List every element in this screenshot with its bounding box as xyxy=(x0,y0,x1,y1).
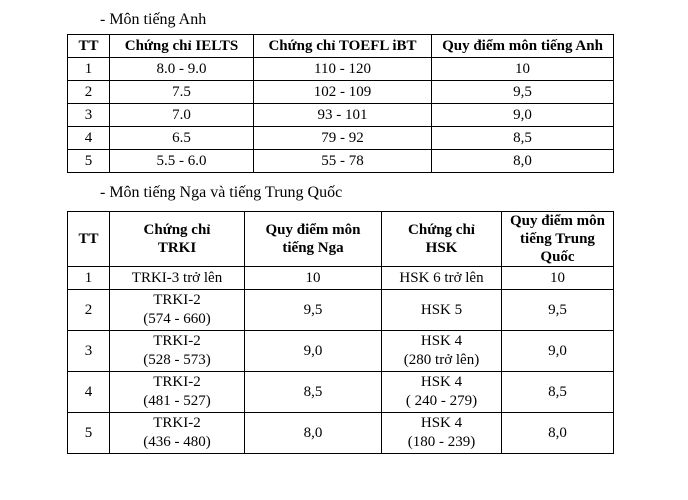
cell-chinese-score: 9,5 xyxy=(502,290,614,331)
header-chinese-score: Quy điểm môn tiếng Trung Quốc xyxy=(502,212,614,267)
cell-trki: TRKI-2 (436 - 480) xyxy=(110,413,245,454)
cell-toefl: 110 - 120 xyxy=(254,58,432,81)
cell-tt: 3 xyxy=(68,331,110,372)
table-row xyxy=(68,81,614,104)
table-row xyxy=(68,58,614,81)
header-hsk: Chứng chỉ HSK xyxy=(382,212,502,267)
header-ielts: Chứng chỉ IELTS xyxy=(110,35,254,58)
russian-chinese-conversion-table xyxy=(67,211,614,454)
cell-tt: 5 xyxy=(68,413,110,454)
table-row xyxy=(68,127,614,150)
cell-trki: TRKI-2 (481 - 527) xyxy=(110,372,245,413)
table-row xyxy=(68,267,614,290)
cell-tt: 3 xyxy=(68,104,110,127)
table-row xyxy=(68,413,614,454)
cell-score: 8,0 xyxy=(432,150,614,173)
cell-tt: 4 xyxy=(68,372,110,413)
cell-russian-score: 8,5 xyxy=(245,372,382,413)
cell-toefl: 93 - 101 xyxy=(254,104,432,127)
cell-trki: TRKI-2 (574 - 660) xyxy=(110,290,245,331)
table-row xyxy=(68,104,614,127)
header-tt: TT xyxy=(68,212,110,267)
cell-hsk: HSK 6 trở lên xyxy=(382,267,502,290)
cell-hsk: HSK 5 xyxy=(382,290,502,331)
cell-score: 9,0 xyxy=(432,104,614,127)
cell-ielts: 7.5 xyxy=(110,81,254,104)
cell-tt: 4 xyxy=(68,127,110,150)
cell-score: 9,5 xyxy=(432,81,614,104)
english-conversion-table xyxy=(67,34,614,173)
cell-chinese-score: 8,5 xyxy=(502,372,614,413)
cell-toefl: 102 - 109 xyxy=(254,81,432,104)
cell-ielts: 7.0 xyxy=(110,104,254,127)
header-russian-score: Quy điểm môn tiếng Nga xyxy=(245,212,382,267)
table-row xyxy=(68,150,614,173)
cell-chinese-score: 8,0 xyxy=(502,413,614,454)
table-row xyxy=(68,290,614,331)
header-tt: TT xyxy=(68,35,110,58)
table-header-row xyxy=(68,212,614,267)
cell-russian-score: 8,0 xyxy=(245,413,382,454)
cell-ielts: 8.0 - 9.0 xyxy=(110,58,254,81)
header-toefl: Chứng chỉ TOEFL iBT xyxy=(254,35,432,58)
cell-tt: 2 xyxy=(68,81,110,104)
cell-tt: 1 xyxy=(68,58,110,81)
table-row xyxy=(68,331,614,372)
cell-russian-score: 10 xyxy=(245,267,382,290)
cell-hsk: HSK 4 (280 trở lên) xyxy=(382,331,502,372)
cell-ielts: 6.5 xyxy=(110,127,254,150)
cell-trki: TRKI-2 (528 - 573) xyxy=(110,331,245,372)
section-english-title: - Môn tiếng Anh xyxy=(100,11,207,28)
section-russian-chinese-title: - Môn tiếng Nga và tiếng Trung Quốc xyxy=(100,184,343,201)
header-english-score: Quy điểm môn tiếng Anh xyxy=(432,35,614,58)
cell-toefl: 79 - 92 xyxy=(254,127,432,150)
cell-hsk: HSK 4 (180 - 239) xyxy=(382,413,502,454)
cell-chinese-score: 9,0 xyxy=(502,331,614,372)
cell-russian-score: 9,5 xyxy=(245,290,382,331)
table-row xyxy=(68,372,614,413)
cell-score: 10 xyxy=(432,58,614,81)
table-header-row xyxy=(68,35,614,58)
cell-trki: TRKI-3 trở lên xyxy=(110,267,245,290)
cell-tt: 2 xyxy=(68,290,110,331)
header-trki: Chứng chỉ TRKI xyxy=(110,212,245,267)
cell-toefl: 55 - 78 xyxy=(254,150,432,173)
cell-ielts: 5.5 - 6.0 xyxy=(110,150,254,173)
cell-score: 8,5 xyxy=(432,127,614,150)
cell-hsk: HSK 4 ( 240 - 279) xyxy=(382,372,502,413)
cell-russian-score: 9,0 xyxy=(245,331,382,372)
cell-chinese-score: 10 xyxy=(502,267,614,290)
cell-tt: 1 xyxy=(68,267,110,290)
cell-tt: 5 xyxy=(68,150,110,173)
